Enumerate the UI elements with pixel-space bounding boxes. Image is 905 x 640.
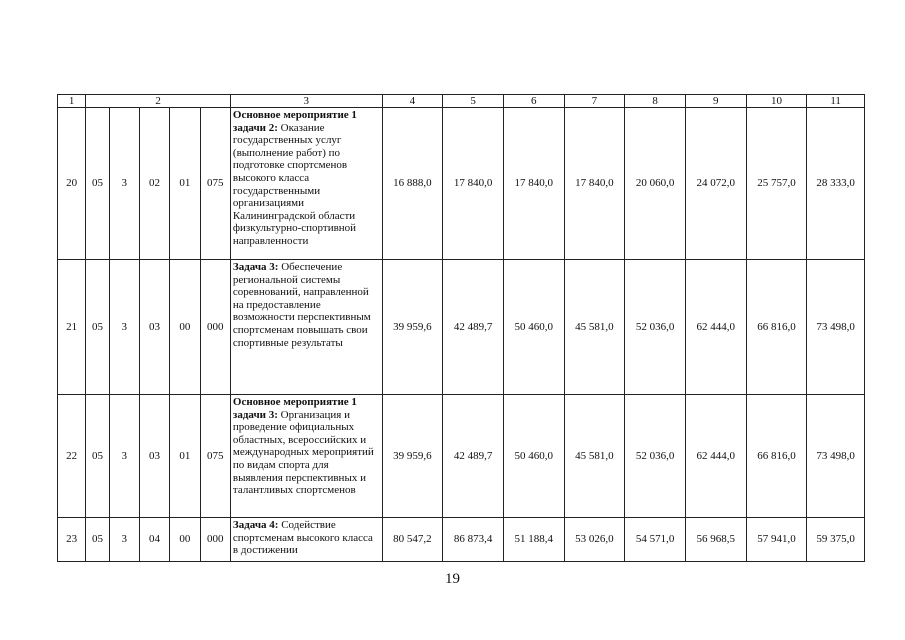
value-cell: 52 036,0 xyxy=(625,260,686,395)
code-cell: 05 xyxy=(86,108,109,260)
page-number: 19 xyxy=(445,571,460,587)
value-cell: 45 581,0 xyxy=(564,260,625,395)
header-cell: 11 xyxy=(807,95,865,108)
value-cell: 73 498,0 xyxy=(807,260,865,395)
header-cell: 8 xyxy=(625,95,686,108)
header-cell: 6 xyxy=(503,95,564,108)
value-cell: 86 873,4 xyxy=(443,518,504,562)
value-cell: 57 941,0 xyxy=(746,518,807,562)
value-cell: 80 547,2 xyxy=(382,518,443,562)
budget-table xyxy=(57,94,865,562)
code-cell: 075 xyxy=(200,395,230,518)
description-title-bold: Основное мероприятие 1 задачи 2: xyxy=(232,109,357,134)
header-cell: 9 xyxy=(685,95,746,108)
code-cell: 3 xyxy=(109,518,139,562)
value-cell: 39 959,6 xyxy=(382,395,443,518)
table-row xyxy=(58,108,865,260)
description-title-bold: Основное мероприятие 1 задачи 3: xyxy=(232,396,357,421)
value-cell: 62 444,0 xyxy=(685,260,746,395)
header-cell: 4 xyxy=(382,95,443,108)
value-cell: 45 581,0 xyxy=(564,395,625,518)
value-cell: 50 460,0 xyxy=(503,395,564,518)
code-cell: 000 xyxy=(200,518,230,562)
header-row xyxy=(58,95,865,108)
code-cell: 00 xyxy=(170,518,200,562)
code-cell: 00 xyxy=(170,260,200,395)
description-title-bold: Задача 4: xyxy=(232,519,279,531)
value-cell: 50 460,0 xyxy=(503,260,564,395)
code-cell: 04 xyxy=(139,518,169,562)
value-cell: 39 959,6 xyxy=(382,260,443,395)
code-cell: 075 xyxy=(200,108,230,260)
description-text: Организация и проведение официальных областных, всероссийских и международных мероприятий по видам спорта для выявления перспективных и талантливых спортсменов xyxy=(232,408,374,497)
row-number-cell: 21 xyxy=(58,260,86,395)
table-row xyxy=(58,518,865,562)
code-cell: 3 xyxy=(109,260,139,395)
value-cell: 66 816,0 xyxy=(746,395,807,518)
value-cell: 56 968,5 xyxy=(685,518,746,562)
value-cell: 62 444,0 xyxy=(685,395,746,518)
code-cell: 000 xyxy=(200,260,230,395)
table-row xyxy=(58,395,865,518)
value-cell: 28 333,0 xyxy=(807,108,865,260)
value-cell: 51 188,4 xyxy=(503,518,564,562)
value-cell: 17 840,0 xyxy=(503,108,564,260)
code-cell: 05 xyxy=(86,518,109,562)
code-cell: 02 xyxy=(139,108,169,260)
row-number-cell: 23 xyxy=(58,518,86,562)
value-cell: 73 498,0 xyxy=(807,395,865,518)
header-cell: 3 xyxy=(230,95,382,108)
value-cell: 59 375,0 xyxy=(807,518,865,562)
header-cell: 7 xyxy=(564,95,625,108)
code-cell: 05 xyxy=(86,260,109,395)
description-cell xyxy=(230,518,382,562)
header-cell: 10 xyxy=(746,95,807,108)
value-cell: 25 757,0 xyxy=(746,108,807,260)
value-cell: 66 816,0 xyxy=(746,260,807,395)
code-cell: 05 xyxy=(86,395,109,518)
code-cell: 01 xyxy=(170,395,200,518)
row-number-cell: 22 xyxy=(58,395,86,518)
description-cell xyxy=(230,108,382,260)
table-row xyxy=(58,260,865,395)
code-cell: 3 xyxy=(109,108,139,260)
code-cell: 03 xyxy=(139,395,169,518)
value-cell: 54 571,0 xyxy=(625,518,686,562)
description-cell xyxy=(230,395,382,518)
value-cell: 52 036,0 xyxy=(625,395,686,518)
value-cell: 24 072,0 xyxy=(685,108,746,260)
value-cell: 17 840,0 xyxy=(443,108,504,260)
description-title-bold: Задача 3: xyxy=(232,261,279,273)
code-cell: 01 xyxy=(170,108,200,260)
header-cell: 5 xyxy=(443,95,504,108)
header-cell: 1 xyxy=(58,95,86,108)
description-text: Содействие спортсменам высокого класса в достижении xyxy=(232,519,373,557)
value-cell: 42 489,7 xyxy=(443,260,504,395)
value-cell: 17 840,0 xyxy=(564,108,625,260)
value-cell: 53 026,0 xyxy=(564,518,625,562)
description-cell xyxy=(230,260,382,395)
code-cell: 03 xyxy=(139,260,169,395)
value-cell: 42 489,7 xyxy=(443,395,504,518)
value-cell: 20 060,0 xyxy=(625,108,686,260)
description-text: Оказание государственных услуг (выполнение работ) по подготовке спортсменов высокого класса государственными организациями Калининградской области физкультурно-спортивной направленности xyxy=(232,121,357,247)
row-number-cell: 20 xyxy=(58,108,86,260)
description-text: Обеспечение региональной системы соревнований, направленной на предоставление возможности перспективным спортсменам повышать свои спортивные результаты xyxy=(232,261,371,349)
value-cell: 16 888,0 xyxy=(382,108,443,260)
header-cell: 2 xyxy=(86,95,231,108)
code-cell: 3 xyxy=(109,395,139,518)
